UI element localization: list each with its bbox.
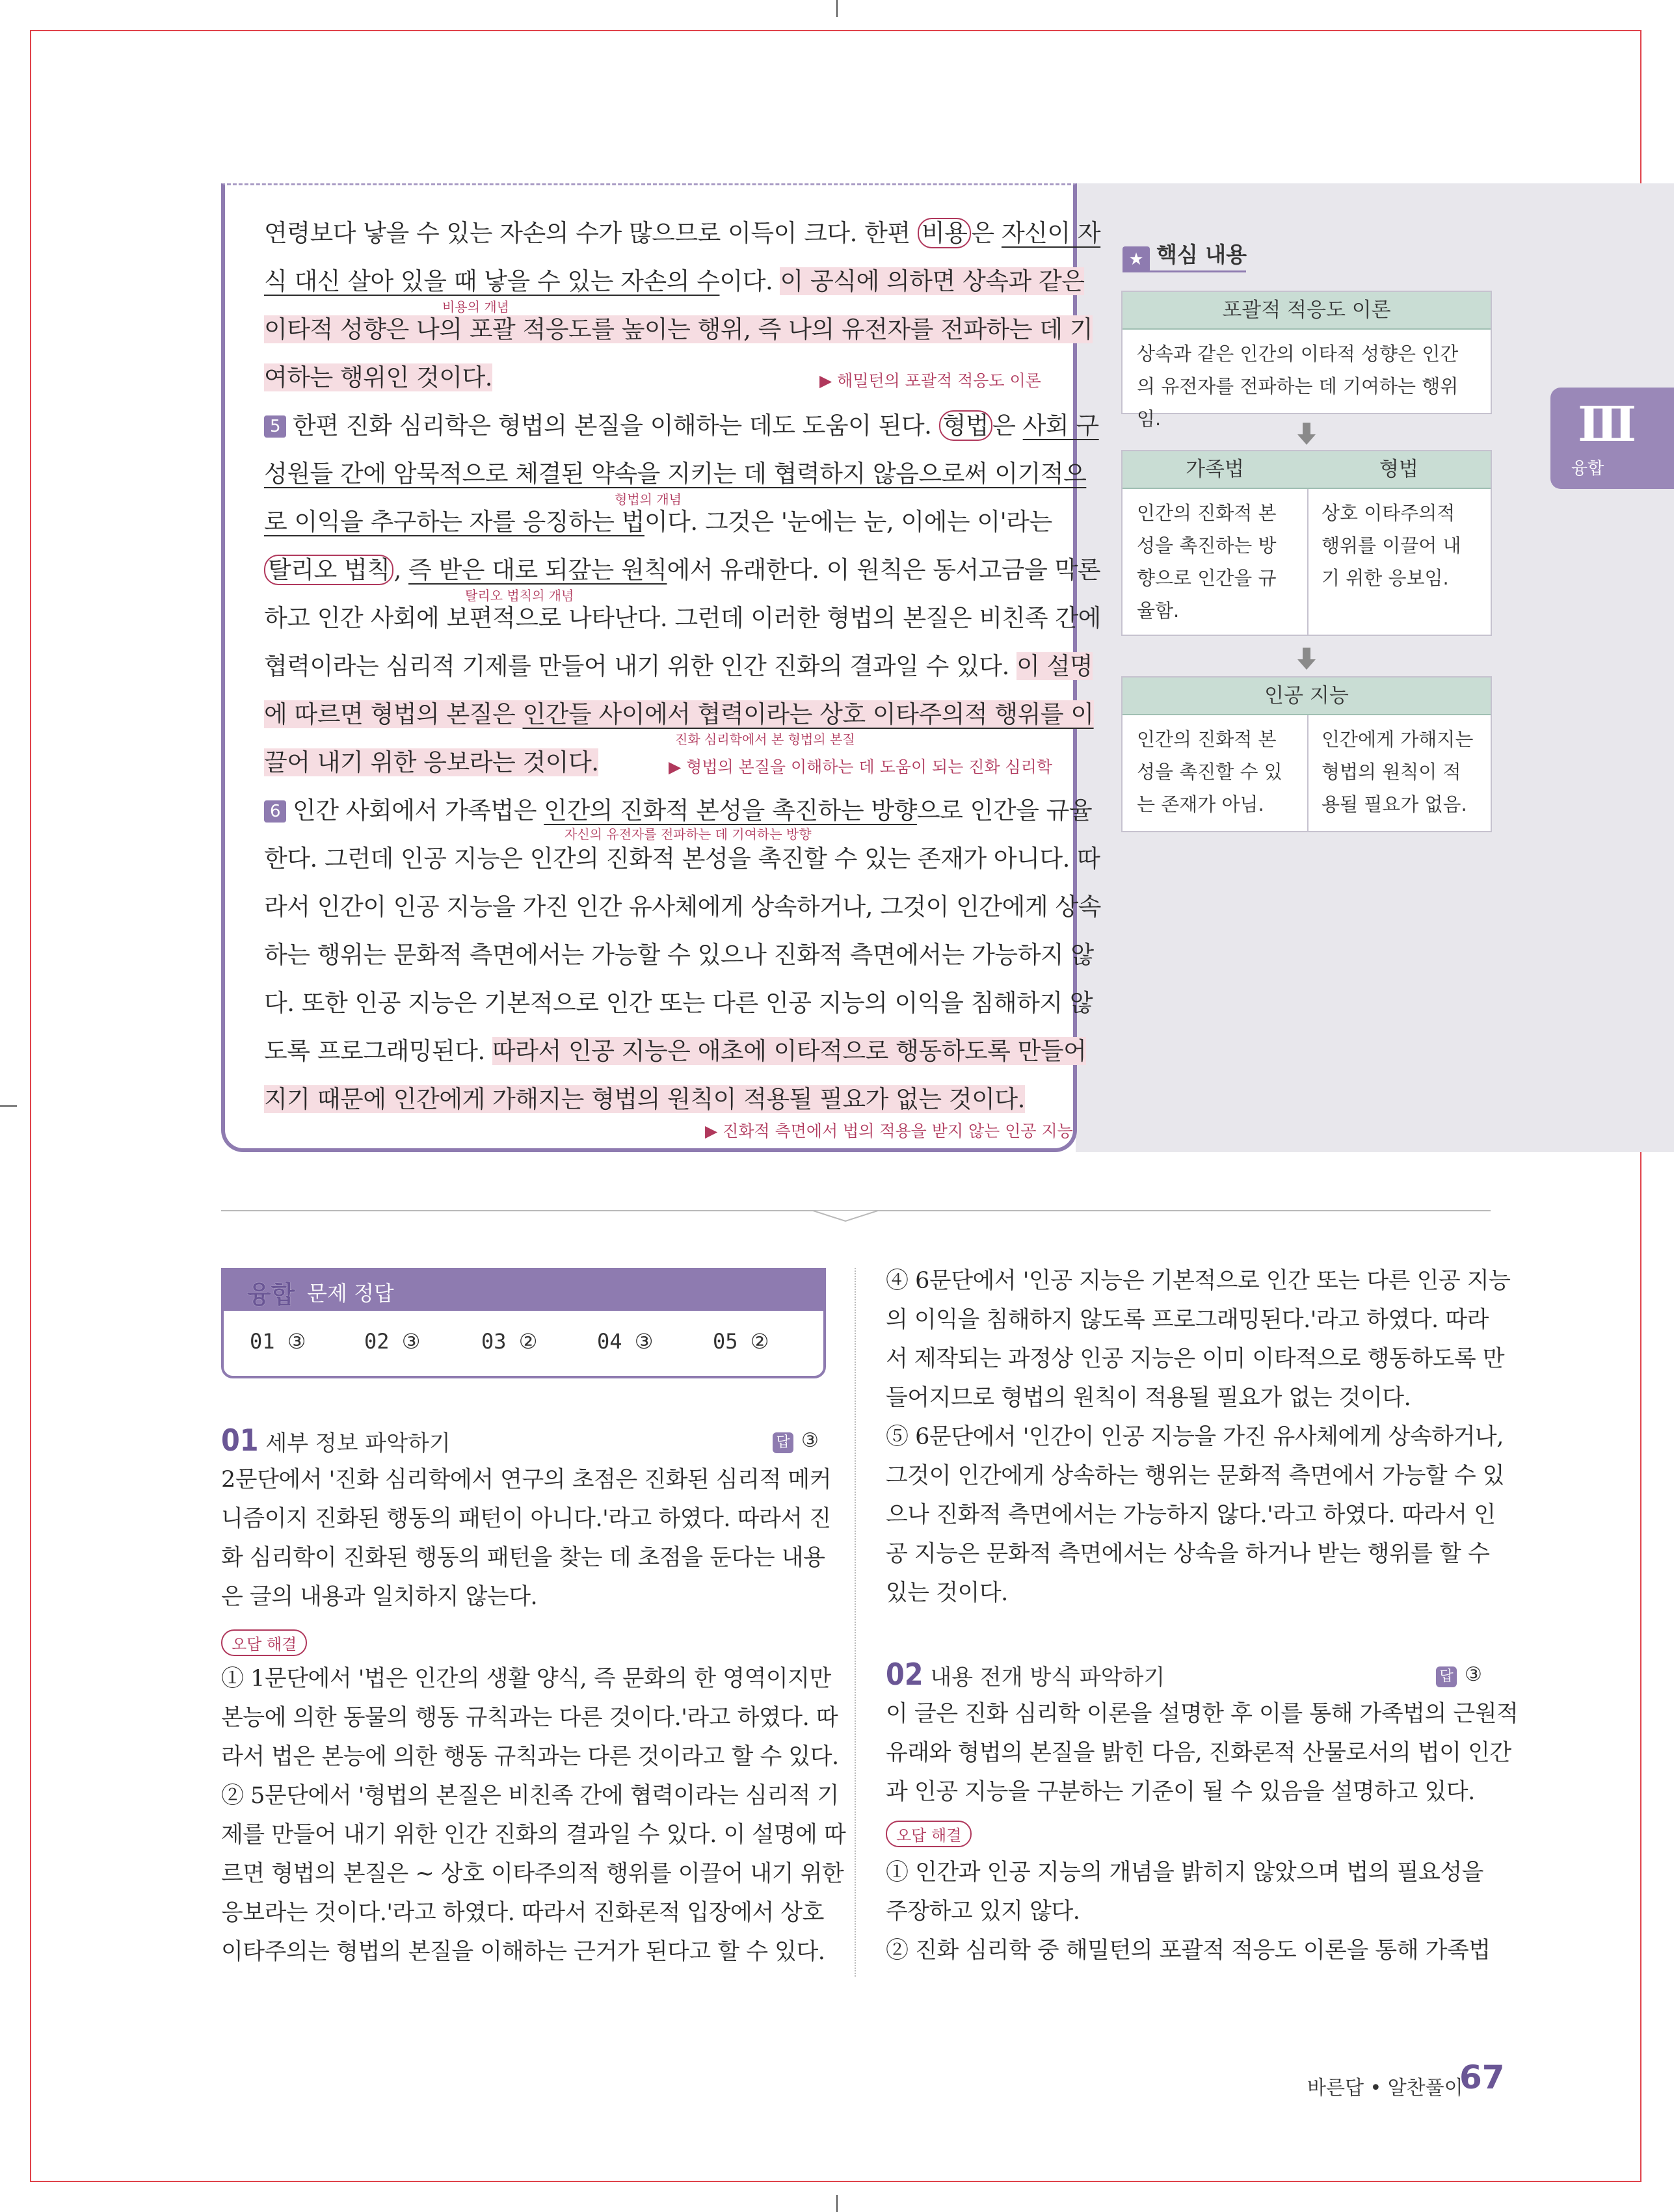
q01-wrong-line-cont: ④ 6문단에서 '인공 지능은 기본적으로 인간 또는 다른 인공 지능	[886, 1268, 1511, 1294]
answer-item: 03 ②	[481, 1329, 538, 1354]
passage-note-1: ▶ 해밀턴의 포괄적 적응도 이론	[819, 371, 1041, 390]
paragraph-number: 6	[264, 800, 286, 823]
q01-wrong-caption: 오답 해결	[221, 1629, 307, 1656]
chapter-label: 융합	[1571, 459, 1604, 479]
passage-note-3: ▶ 진화적 측면에서 법의 적용을 받지 않는 인공 지능	[705, 1122, 1073, 1140]
q01-wrong-line: 응보라는 것이다.'라고 하였다. 따라서 진화론적 입장에서 상호	[221, 1900, 824, 1926]
q02-wrong-line: ① 인간과 인공 지능의 개념을 밝히지 않았으며 법의 필요성을	[886, 1860, 1483, 1886]
q01-text-line: 2문단에서 '진화 심리학에서 연구의 초점은 진화된 심리적 메커	[221, 1467, 832, 1493]
key-box-body-criminal-law: 상호 이타주의적 행위를 이끌어 내기 위한 응보임.	[1322, 502, 1461, 589]
answer-item: 05 ②	[713, 1329, 769, 1354]
q02-text-line: 이 글은 진화 심리학 이론을 설명한 후 이를 통해 가족법의 근원적	[886, 1701, 1519, 1727]
passage-line: 에 따르면 형법의 본질은 인간들 사이에서 협력이라는 상호 이타주의적 행위를 이	[264, 700, 1094, 728]
q02-answer: 답 ③	[1436, 1663, 1482, 1687]
answer-item: 02 ③	[364, 1329, 421, 1354]
passage-line: 탈리오 법칙 , 즉 받은 대로 되갚는 원칙에서 유래한다. 이 원칙은 동서고금을 막론	[264, 553, 1044, 587]
q02-text-line: 과 인공 지능을 구분하는 기준이 될 수 있음을 설명하고 있다.	[886, 1779, 1475, 1805]
q01-text-line: 니즘이지 진화된 행동의 패턴이 아니다.'라고 하였다. 따라서 진	[221, 1506, 831, 1532]
key-content-title: ★ 핵심 내용	[1123, 238, 1247, 272]
crop-mark	[836, 0, 838, 17]
key-box-head-family-law: 가족법	[1123, 451, 1307, 489]
column-divider	[855, 1268, 856, 1977]
q01-wrong-line: 본능에 의한 동물의 행동 규칙과는 다른 것이다.'라고 하였다. 따	[221, 1705, 838, 1731]
gloss-criminal-law: 형법의 개념	[615, 492, 682, 507]
divider-notch-icon	[813, 1204, 878, 1224]
q01-wrong-line: ② 5문단에서 '형법의 본질은 비친족 간에 협력이라는 심리적 기	[221, 1783, 839, 1809]
chapter-roman-numeral: Ⅲ	[1578, 397, 1637, 453]
passage-line: 여하는 행위인 것이다.	[264, 363, 492, 391]
q02-wrong-line: 주장하고 있지 않다.	[886, 1899, 1080, 1925]
passage-note-2: ▶ 형법의 본질을 이해하는 데 도움이 되는 진화 심리학	[669, 757, 1052, 776]
q01-wrong-line-cont: 공 지능은 문화적 측면에서는 상속을 하거나 받는 행위를 할 수	[886, 1541, 1490, 1567]
passage-line: 연령보다 낳을 수 있는 자손의 수가 많으므로 이득이 크다. 한편 비용 은 자신이 자	[264, 219, 1101, 247]
key-box-head-ai: 인공 지능	[1123, 678, 1491, 715]
passage-line: 6 인간 사회에서 가족법은 인간의 진화적 본성을 촉진하는 방향으로 인간을 규율	[264, 794, 1044, 828]
q01-wrong-line-cont: 그것이 인간에게 상속하는 행위는 문화적 측면에서 가능할 수 있	[886, 1463, 1505, 1489]
passage-line: 하는 행위는 문화적 측면에서는 가능할 수 있으나 진화적 측면에서는 가능하지 않	[264, 941, 1094, 969]
answer-key-box	[221, 1268, 826, 1378]
passage-line: 협력이라는 심리적 기제를 만들어 내기 위한 인간 진화의 결과일 수 있다. 이 설명	[264, 652, 1093, 680]
gloss-cost: 비용의 개념	[442, 299, 509, 315]
q01-heading	[221, 1423, 451, 1458]
q02-title: 내용 전개 방식 파악하기	[930, 1665, 1165, 1691]
gloss-direction: 자신의 유전자를 전파하는 데 기여하는 방향	[565, 826, 812, 842]
q01-wrong-line-cont: ⑤ 6문단에서 '인간이 인공 지능을 가진 유사체에게 상속하거나,	[886, 1424, 1504, 1450]
gloss-essence: 진화 심리학에서 본 형법의 본질	[675, 731, 855, 747]
q01-answer: 답 ③	[773, 1429, 819, 1453]
key-box-inclusive-fitness	[1121, 291, 1492, 430]
down-arrow-icon	[1297, 434, 1316, 445]
paragraph-number: 5	[264, 415, 286, 438]
page-number: 67	[1459, 2059, 1505, 2096]
answer-key-title: 문제 정답	[307, 1281, 394, 1306]
q01-wrong-line-cont: 서 제작되는 과정상 인공 지능은 이미 이타적으로 행동하도록 만	[886, 1346, 1505, 1372]
key-box-ai	[1121, 676, 1492, 832]
key-box-head: 포괄적 적응도 이론	[1123, 292, 1491, 330]
key-box-body: 상속과 같은 인간의 이타적 성향은 인간의 유전자를 전파하는 데 기여하는 행위임.	[1137, 343, 1459, 430]
crop-mark	[836, 2195, 838, 2212]
down-arrow-icon	[1303, 648, 1310, 659]
q02-wrong-line: ② 진화 심리학 중 해밀턴의 포괄적 적응도 이론을 통해 가족법	[886, 1938, 1491, 1964]
answer-icon: 답	[773, 1432, 793, 1453]
q02-number: 02	[886, 1657, 923, 1692]
answer-key-badge: 융합	[247, 1280, 295, 1309]
passage-line: 이타적 성향은 나의 포괄 적응도를 높이는 행위, 즉 나의 유전자를 전파하는 데 기	[264, 315, 1093, 343]
q02-text-line: 유래와 형법의 본질을 밝힌 다음, 진화론적 산물로서의 법이 인간	[886, 1740, 1511, 1766]
answer-icon: 답	[1436, 1666, 1457, 1687]
passage-line: 로 이익을 추구하는 자를 응징하는 법이다. 그것은 '눈에는 눈, 이에는 이'라는	[264, 508, 1052, 536]
passage-line: 한다. 그런데 인공 지능은 인간의 진화적 본성을 촉진할 수 있는 존재가 아니다. 따	[264, 845, 1100, 873]
q02-heading	[886, 1657, 1165, 1692]
crop-mark	[0, 1105, 17, 1107]
passage-line: 끌어 내기 위한 응보라는 것이다.	[264, 748, 599, 776]
passage-line: 도록 프로그래밍된다. 따라서 인공 지능은 애초에 이타적으로 행동하도록 만들어	[264, 1037, 1087, 1065]
footer-label: 바른답 • 알찬풀이	[1307, 2077, 1463, 2100]
passage-line: 지기 때문에 인간에게 가해지는 형법의 원칙이 적용될 필요가 없는 것이다.	[264, 1085, 1025, 1113]
key-box-head-criminal-law: 형법	[1307, 451, 1491, 489]
answer-key-header	[221, 1268, 826, 1311]
q01-wrong-line: 르면 형법의 본질은 ~ 상호 이타주의적 행위를 이끌어 내기 위한	[221, 1861, 844, 1887]
q01-number: 01	[221, 1423, 259, 1458]
q01-wrong-line-cont: 의 이익을 침해하지 않도록 프로그래밍된다.'라고 하였다. 따라	[886, 1307, 1489, 1333]
passage-line: 5 한편 진화 심리학은 형법의 본질을 이해하는 데도 도움이 된다. 형법 은 사회 구	[264, 409, 1044, 443]
passage-line: 식 대신 살아 있을 때 낳을 수 있는 자손의 수이다. 이 공식에 의하면 상속과 같은	[264, 267, 1085, 295]
q01-wrong-line-cont: 있는 것이다.	[886, 1580, 1008, 1606]
q01-wrong-line: 이타주의는 형법의 본질을 이해하는 근거가 된다고 할 수 있다.	[221, 1939, 825, 1965]
q02-wrong-caption: 오답 해결	[886, 1821, 972, 1847]
q01-wrong-line: 라서 법은 본능에 의한 행동 규칙과는 다른 것이라고 할 수 있다.	[221, 1744, 839, 1770]
star-icon: ★	[1123, 246, 1150, 272]
passage-line: 하고 인간 사회에 보편적으로 나타난다. 그런데 이러한 형법의 본질은 비친족 간에	[264, 604, 1101, 632]
answer-item: 04 ③	[597, 1329, 654, 1354]
key-box-laws	[1121, 450, 1492, 636]
q01-title: 세부 정보 파악하기	[265, 1430, 451, 1456]
q01-wrong-line: ① 1문단에서 '법은 인간의 생활 양식, 즉 문화의 한 영역이지만	[221, 1666, 831, 1692]
down-arrow-icon	[1303, 423, 1310, 434]
q01-wrong-line-cont: 들어지므로 형법의 원칙이 적용될 필요가 없는 것이다.	[886, 1385, 1411, 1411]
reading-passage	[221, 183, 1101, 1152]
answer-item: 01 ③	[250, 1329, 306, 1354]
passage-line: 다. 또한 인공 지능은 기본적으로 인간 또는 다른 인공 지능의 이익을 침해하지 않	[264, 989, 1093, 1017]
q01-text-line: 화 심리학이 진화된 행동의 패턴을 찾는 데 초점을 둔다는 내용	[221, 1545, 825, 1571]
gloss-talio: 탈리오 법칙의 개념	[465, 588, 574, 603]
passage-line: 성원들 간에 암묵적으로 체결된 약속을 지키는 데 협력하지 않음으로써 이기적으	[264, 460, 1087, 488]
key-box-body-ai-left: 인간의 진화적 본성을 촉진할 수 있는 존재가 아님.	[1137, 728, 1282, 815]
key-box-body-ai-right: 인간에게 가해지는 형법의 원칙이 적용될 필요가 없음.	[1322, 728, 1474, 815]
down-arrow-icon	[1297, 659, 1316, 670]
passage-line: 라서 인간이 인공 지능을 가진 인간 유사체에게 상속하거나, 그것이 인간에게 상속	[264, 893, 1101, 921]
q01-wrong-line: 제를 만들어 내기 위한 인간 진화의 결과일 수 있다. 이 설명에 따	[221, 1822, 846, 1848]
q01-wrong-line-cont: 으나 진화적 측면에서는 가능하지 않다.'라고 하였다. 따라서 인	[886, 1502, 1496, 1528]
key-box-body-family-law: 인간의 진화적 본성을 촉진하는 방향으로 인간을 규율함.	[1137, 502, 1277, 622]
q01-text-line: 은 글의 내용과 일치하지 않는다.	[221, 1584, 538, 1610]
chapter-tab[interactable]	[1550, 388, 1674, 489]
